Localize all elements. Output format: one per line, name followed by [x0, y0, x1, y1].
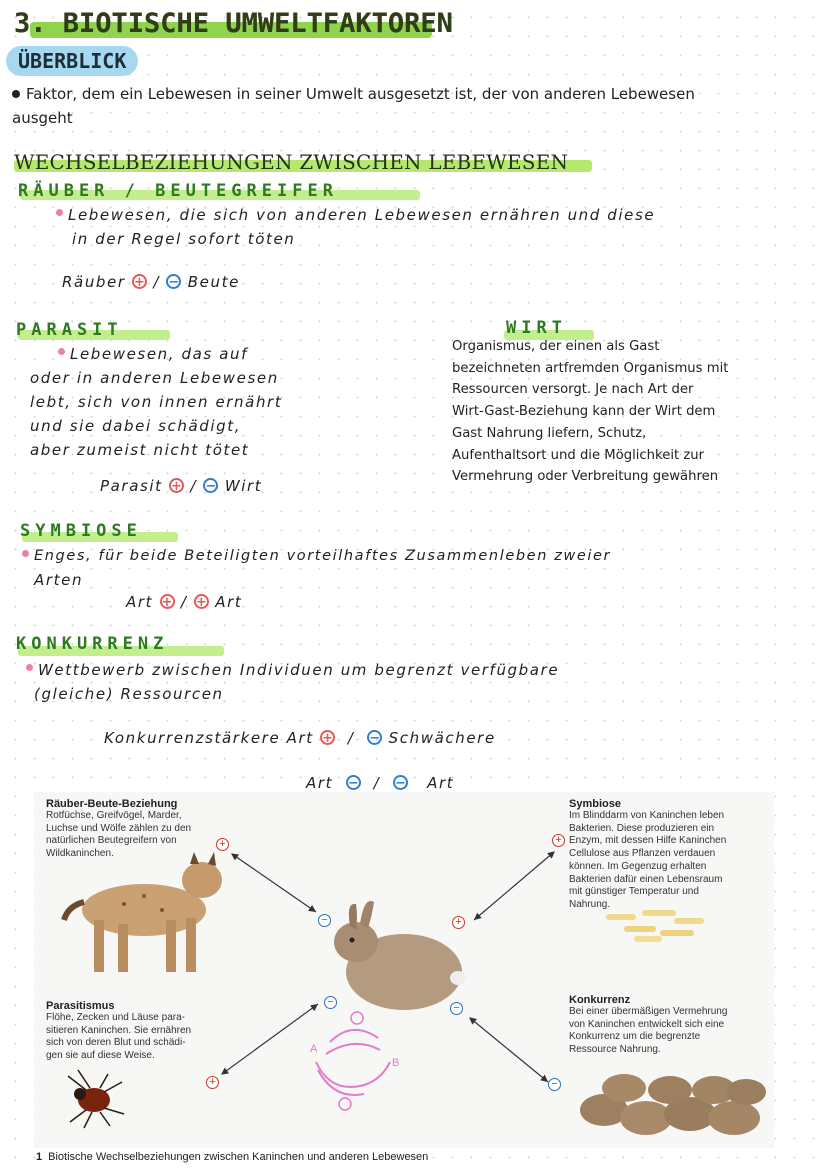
konkurrenz-rel1-left: Konkurrenzstärkere Art: [104, 729, 314, 747]
konkurrenz-relation-1: Konkurrenzstärkere Art + / − Schwächere: [104, 729, 496, 747]
minus-icon: −: [395, 776, 408, 791]
plus-icon: +: [452, 916, 465, 929]
wirt-line6: Aufenthaltsort und die Möglichkeit zur: [452, 447, 705, 463]
raeuber-rel-right: Beute: [187, 273, 240, 291]
konkurrenz-heading: KONKURRENZ: [16, 634, 169, 654]
raeuber-heading: RÄUBER / BEUTEGREIFER: [18, 181, 338, 201]
figure-symbiose-line: Bakterien dafür einen Lebensraum: [569, 873, 723, 885]
lynx-illustration: [64, 852, 222, 972]
figure-caption: [36, 1151, 428, 1163]
figure-parasit-title: Parasitismus: [46, 1000, 115, 1012]
minus-icon: −: [168, 275, 181, 290]
parasit-line4: und sie dabei schädigt,: [30, 417, 242, 435]
overview-badge: ÜBERBLICK: [6, 46, 138, 76]
figure-konkurrenz-title: Konkurrenz: [569, 994, 631, 1006]
figure-konkurrenz-line: Bei einer übermäßigen Vermehrung: [569, 1006, 728, 1017]
pink-bullet-icon: [58, 348, 65, 355]
overview-line1: Faktor, dem ein Lebewesen in seiner Umwelt ausgesetzt ist, der von anderen Lebewesen: [26, 85, 695, 103]
parasit-relation: Parasit + / − Wirt: [100, 477, 263, 495]
wirt-line5: Gast Nahrung liefern, Schutz,: [452, 425, 647, 441]
figure-konkurrenz-line: von Kaninchen entwickelt sich eine: [569, 1018, 725, 1030]
symbiose-relation: Art + / + Art: [126, 593, 243, 611]
konkurrenz-rel2-left: Art: [306, 774, 334, 792]
rabbit-illustration: [334, 901, 466, 1010]
pink-bullet-icon: [56, 209, 63, 216]
figure-raeuber-line: natürlichen Beutegreifern von: [46, 835, 177, 847]
minus-icon: −: [450, 1002, 463, 1015]
figure-konkurrenz-line: Konkurrenz um die begrenzte: [569, 1031, 701, 1043]
minus-icon: −: [369, 731, 382, 746]
wirt-line3: Ressourcen versorgt. Je nach Art der: [452, 382, 694, 398]
raeuber-line2: in der Regel sofort töten: [72, 230, 296, 248]
figure-symbiose-line: Cellulose aus Pflanzen verdauen: [569, 848, 716, 860]
figure-parasit-line: Flöhe, Zecken und Läuse para-: [46, 1012, 185, 1023]
cycle-label-a: A: [310, 1043, 318, 1055]
figure-symbiose-title: Symbiose: [569, 798, 621, 810]
wirt-heading: WIRT: [506, 318, 567, 338]
bacteria-illustration: [606, 910, 704, 942]
plus-icon: +: [552, 834, 565, 847]
symbiose-heading: SYMBIOSE: [20, 521, 142, 541]
cycle-label-b: B: [392, 1057, 400, 1069]
figure-raeuber-line: Rotfüchse, Greifvögel, Marder,: [46, 810, 182, 821]
arrow-raeuber: [232, 854, 316, 912]
symbiose-rel-left: Art: [126, 593, 154, 611]
arrow-symbiose: [474, 852, 554, 920]
caption-number: 1: [36, 1151, 43, 1163]
plus-icon: +: [171, 479, 184, 494]
figure-symbiose-line: Bakterien. Diese produzieren ein: [569, 822, 715, 834]
parasit-line1: Lebewesen, das auf: [70, 345, 248, 363]
cycle-drawing: [316, 1030, 390, 1095]
page-title: 3. BIOTISCHE UMWELTFAKTOREN: [14, 8, 453, 39]
konkurrenz-line2: (gleiche) Ressourcen: [34, 685, 224, 703]
figure-symbiose-line: können. Im Gegenzug erhalten: [569, 860, 707, 872]
raeuber-rel-left: Räuber: [62, 273, 126, 291]
symbiose-line1: Enges, für beide Beteiligten vorteilhaftes Zusammenleben zweier: [34, 548, 612, 564]
wirt-line2: bezeichneten artfremden Organismus mit: [452, 360, 729, 376]
tick-illustration: [68, 1070, 124, 1128]
pink-bullet-icon: [26, 664, 33, 671]
plus-icon: +: [161, 595, 174, 610]
figure-symbiose-line: Nahrung.: [569, 898, 611, 910]
konkurrenz-definition: [26, 658, 816, 706]
rabbit-group-illustration: [580, 1074, 766, 1135]
section-heading: WECHSELBEZIEHUNGEN ZWISCHEN LEBEWESEN: [14, 150, 569, 174]
arrow-parasit: [222, 1004, 318, 1074]
minus-icon: −: [318, 914, 331, 927]
figure-raeuber-line: Wildkaninchen.: [46, 848, 114, 860]
figure-illustration: [34, 792, 774, 1148]
minus-icon: −: [205, 479, 218, 494]
parasit-heading: PARASIT: [16, 320, 123, 340]
textbook-figure: [34, 792, 774, 1148]
wirt-line4: Wirt-Gast-Beziehung kann der Wirt dem: [452, 404, 716, 420]
wirt-definition: [452, 336, 792, 488]
caption-text: Biotische Wechselbeziehungen zwischen Kaninchen und anderen Lebewesen: [48, 1151, 429, 1163]
plus-icon: +: [195, 595, 209, 610]
figure-symbiose-line: Enzym, mit dessen Hilfe Kaninchen: [569, 835, 727, 847]
konkurrenz-rel1-right: Schwächere: [388, 729, 496, 747]
overview-line2: ausgeht: [12, 109, 73, 127]
figure-symbiose-line: Im Blinddarm von Kaninchen leben: [569, 810, 725, 821]
raeuber-relation: Räuber + / − Beute: [62, 273, 240, 291]
minus-icon: −: [347, 776, 361, 791]
parasit-rel-right: Wirt: [224, 477, 263, 495]
figure-parasit-line: sich von deren Blut und schädi-: [46, 1037, 186, 1049]
plus-icon: +: [134, 275, 147, 290]
bullet-icon: [12, 90, 20, 98]
figure-raeuber-title: Räuber-Beute-Beziehung: [46, 798, 178, 810]
figure-parasit-line: gen sie auf diese Weise.: [46, 1050, 155, 1062]
wirt-line1: Organismus, der einen als Gast: [452, 339, 660, 354]
konkurrenz-rel2-right: Art: [427, 774, 455, 792]
figure-symbiose-line: mit günstiger Temperatur und: [569, 886, 699, 898]
symbiose-definition: [22, 544, 822, 592]
raeuber-line1: Lebewesen, die sich von anderen Lebewesen ernähren und diese: [68, 206, 656, 224]
minus-icon: −: [548, 1078, 561, 1091]
parasit-rel-left: Parasit: [100, 477, 163, 495]
figure-raeuber-line: Luchse und Wölfe zählen zu den: [46, 822, 192, 834]
wirt-line7: Vermehrung oder Verbreitung gewähren: [452, 469, 719, 485]
minus-icon: −: [324, 996, 337, 1009]
parasit-line5: aber zumeist nicht tötet: [30, 441, 250, 459]
figure-parasit-line: sitieren Kaninchen. Sie ernähren: [46, 1024, 192, 1036]
overview-text: [12, 82, 802, 130]
plus-icon: +: [322, 731, 335, 746]
konkurrenz-line1: Wettbewerb zwischen Individuen um begrenzt verfügbare: [38, 661, 560, 679]
parasit-line2: oder in anderen Lebewesen: [30, 369, 279, 387]
symbiose-line2: Arten: [34, 571, 84, 589]
arrow-konkurrenz: [470, 1018, 548, 1082]
plus-icon: +: [206, 1076, 219, 1089]
symbiose-rel-right: Art: [215, 593, 243, 611]
raeuber-definition: [56, 203, 816, 251]
pink-bullet-icon: [22, 550, 29, 557]
parasit-line3: lebt, sich von innen ernährt: [30, 393, 283, 411]
parasit-definition: [30, 342, 430, 462]
figure-konkurrenz-line: Ressource Nahrung.: [569, 1044, 661, 1056]
konkurrenz-relation-2: Art − / − Art: [306, 774, 455, 792]
plus-icon: +: [216, 838, 229, 851]
